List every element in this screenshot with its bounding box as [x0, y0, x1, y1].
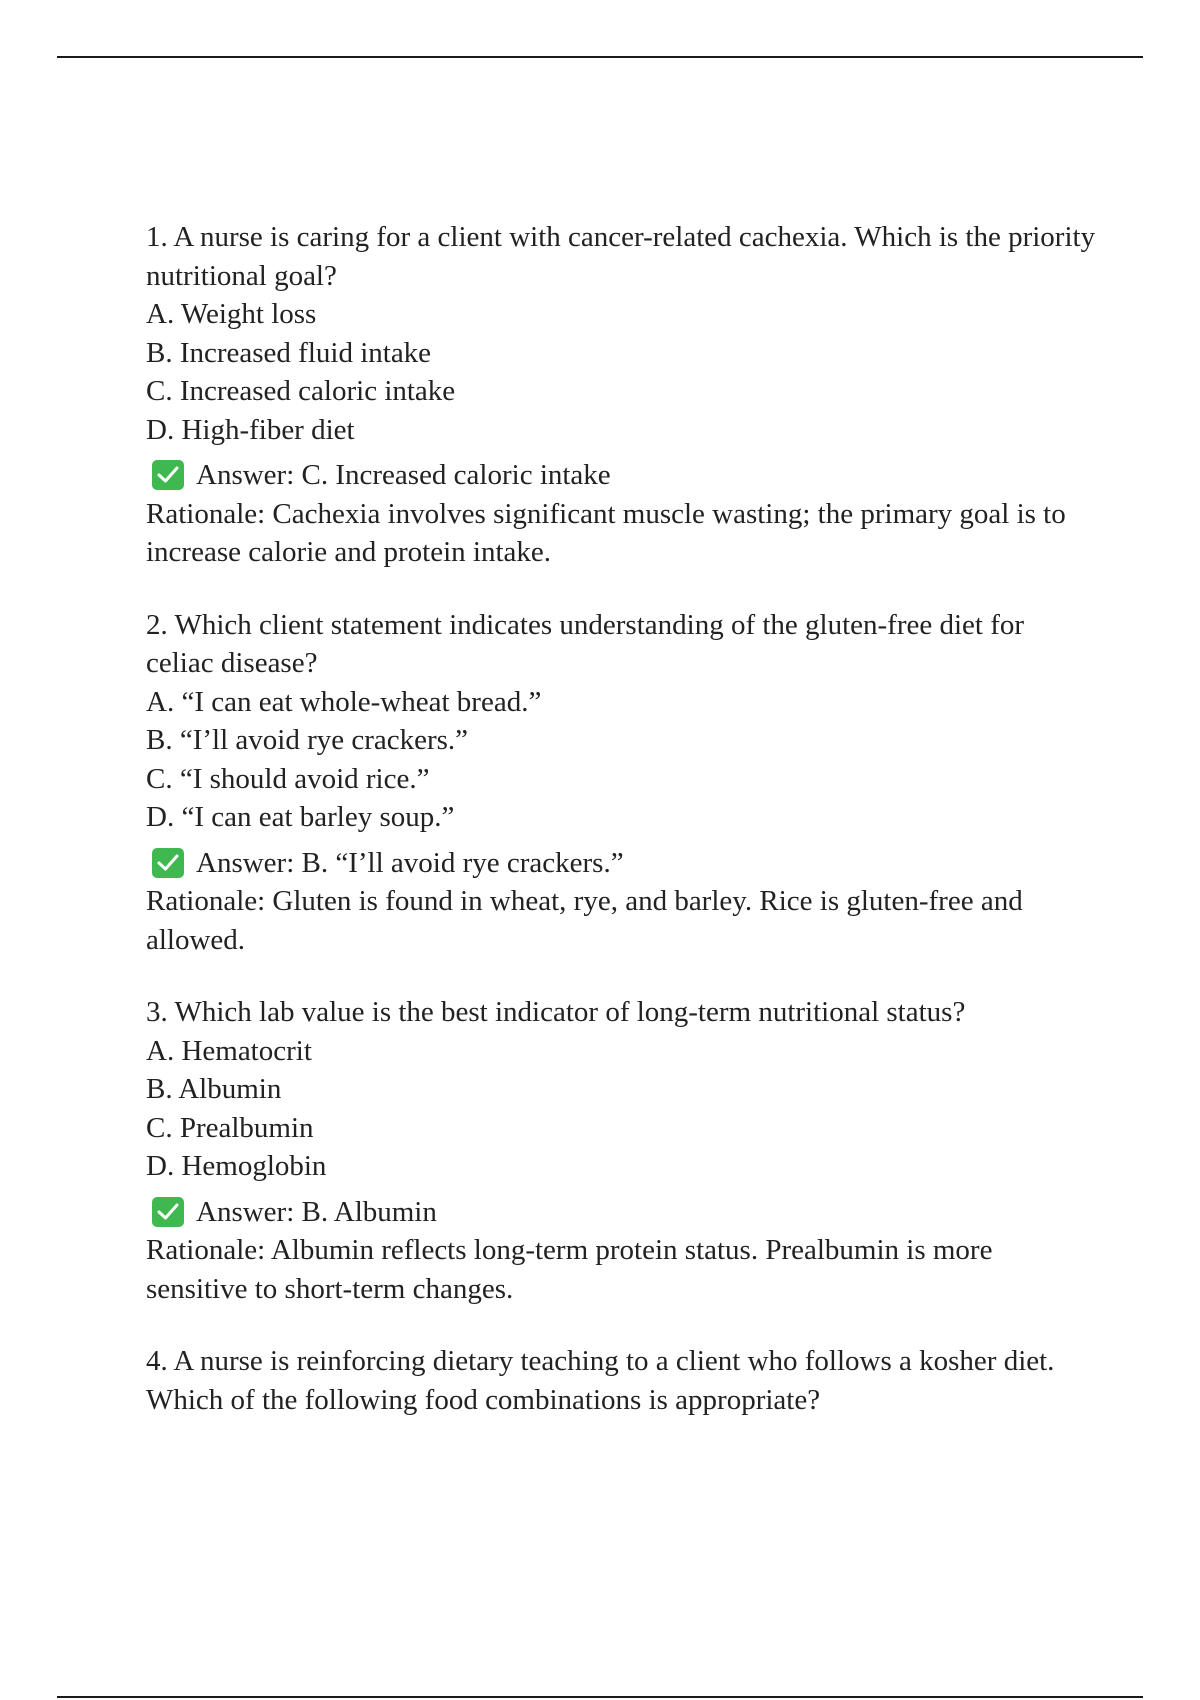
question-stem: 2. Which client statement indicates understanding of the gluten-free diet for celiac disease? — [146, 608, 1025, 679]
option-c: C. “I should avoid rice.” — [146, 762, 430, 795]
rationale-text: Rationale: Gluten is found in wheat, rye, and barley. Rice is gluten-free and allowed. — [146, 885, 1023, 956]
answer-line — [146, 844, 1096, 883]
header-rule — [57, 56, 1143, 58]
answer-text: Answer: B. “I’ll avoid rye crackers.” — [196, 846, 624, 879]
option-b: B. Albumin — [146, 1073, 282, 1105]
question-1 — [146, 218, 1096, 572]
answer-line — [146, 1193, 1096, 1232]
rationale-text: Rationale: Albumin reflects long-term protein status. Prealbumin is more sensitive to short-term changes. — [146, 1234, 993, 1305]
answer-line — [146, 456, 1096, 495]
check-mark-icon — [152, 848, 184, 878]
question-stem: 4. A nurse is reinforcing dietary teaching to a client who follows a kosher diet. Which of the following food combinations is appropriate? — [146, 1345, 1055, 1416]
question-stem: 1. A nurse is caring for a client with cancer-related cachexia. Which is the priority nutritional goal? — [146, 221, 1096, 292]
option-d: D. High-fiber diet — [146, 413, 355, 446]
option-b: B. Increased fluid intake — [146, 336, 432, 369]
option-b: B. “I’ll avoid rye crackers.” — [146, 724, 469, 756]
answer-text: Answer: C. Increased caloric intake — [196, 459, 611, 491]
check-mark-icon — [152, 460, 184, 490]
question-4 — [146, 1342, 1096, 1419]
option-d: D. Hemoglobin — [146, 1150, 327, 1182]
question-list — [146, 218, 1096, 1453]
option-d: D. “I can eat barley soup.” — [146, 801, 455, 833]
option-c: C. Prealbumin — [146, 1111, 314, 1144]
rationale-text: Rationale: Cachexia involves significant muscle wasting; the primary goal is to increase calorie and protein intake. — [146, 497, 1066, 568]
footer-rule — [57, 1696, 1143, 1698]
check-mark-icon — [152, 1197, 184, 1227]
question-stem: 3. Which lab value is the best indicator of long-term nutritional status? — [146, 996, 966, 1028]
question-3 — [146, 993, 1096, 1308]
question-2 — [146, 606, 1096, 960]
answer-text: Answer: B. Albumin — [196, 1195, 437, 1228]
option-a: A. “I can eat whole-wheat bread.” — [146, 685, 542, 718]
option-a: A. Weight loss — [146, 298, 317, 330]
option-a: A. Hematocrit — [146, 1034, 312, 1067]
option-c: C. Increased caloric intake — [146, 375, 456, 407]
